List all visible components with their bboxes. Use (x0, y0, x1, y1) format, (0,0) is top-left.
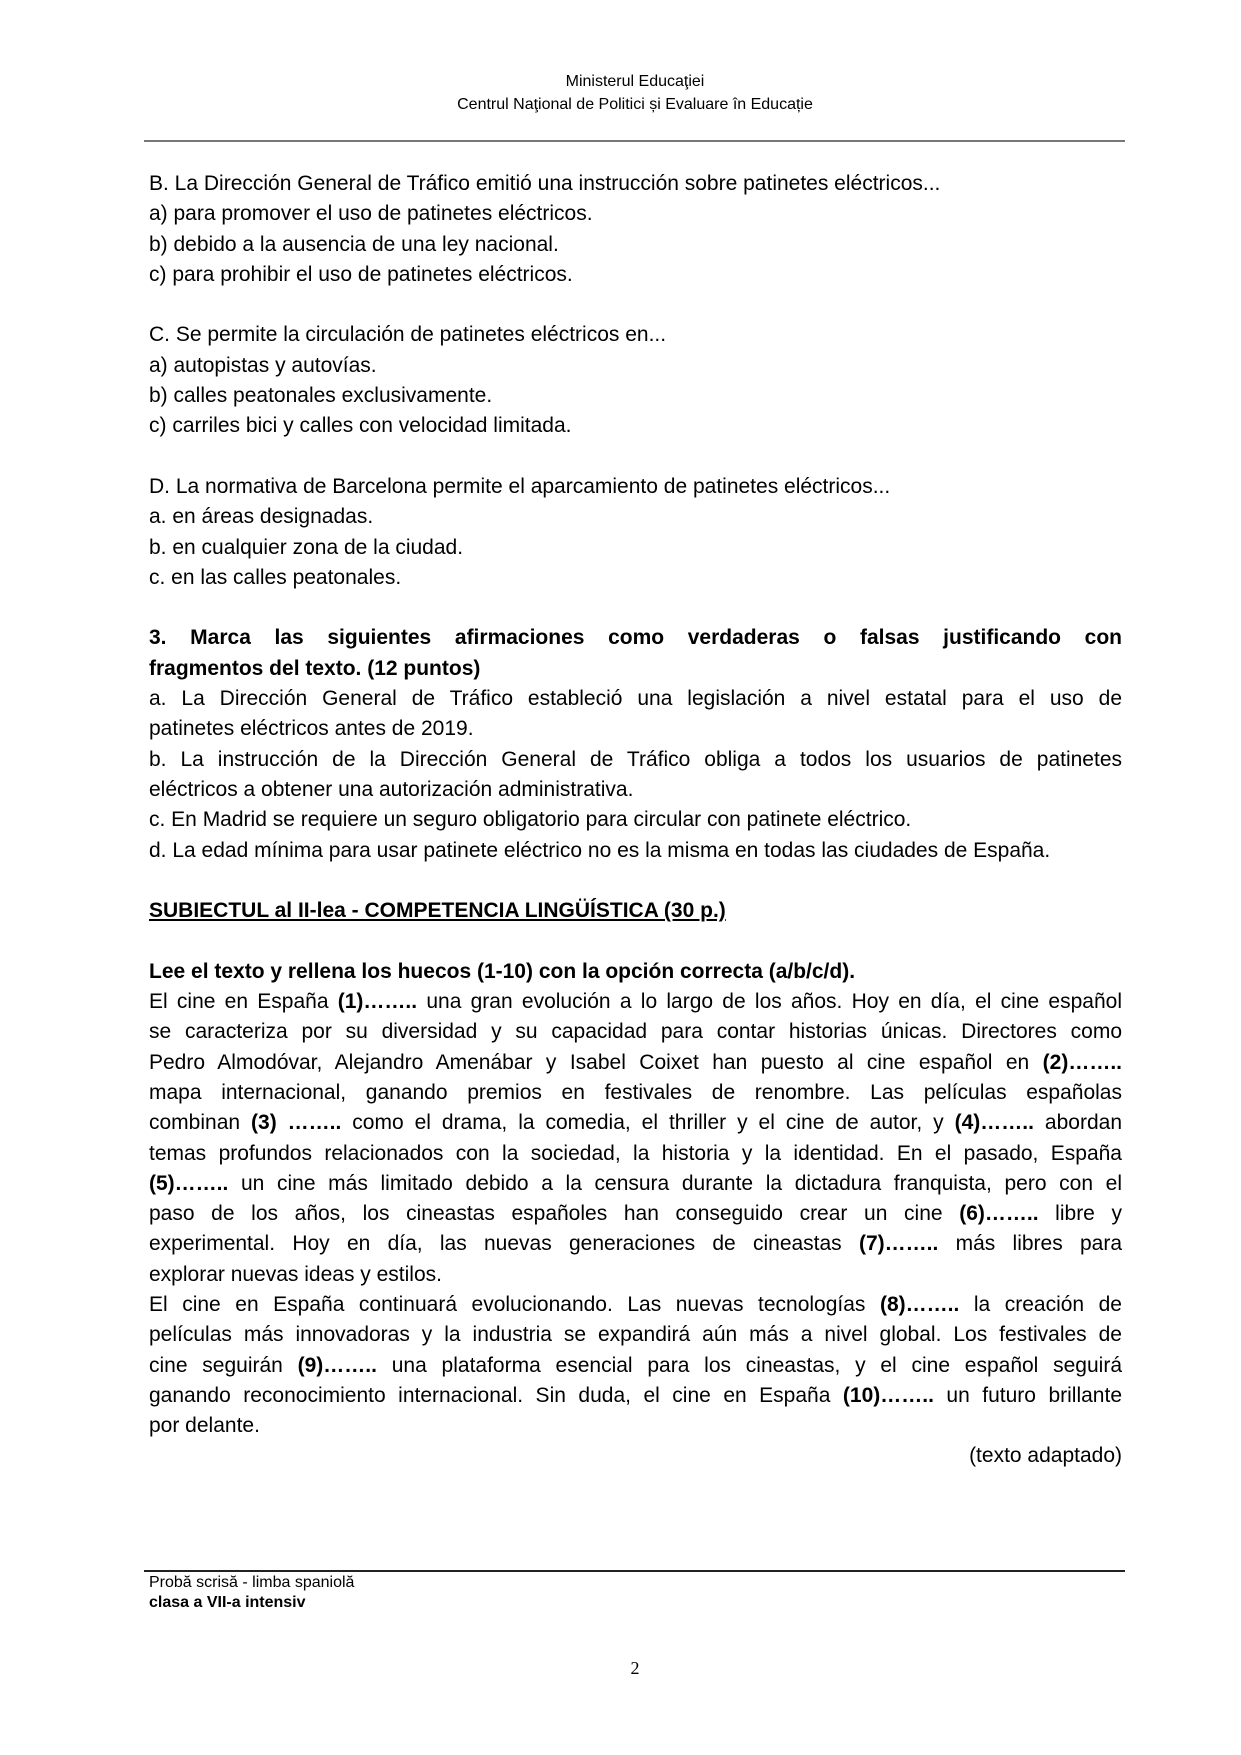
text-segment: a) autopistas y autovías. (149, 353, 377, 377)
footer-divider (144, 1570, 1125, 1572)
text-line (149, 1260, 1122, 1290)
page-number: 2 (630, 1658, 640, 1678)
text-line (149, 775, 1122, 805)
text-line (149, 654, 1122, 684)
text-line (149, 533, 1122, 563)
text-line (149, 199, 1122, 229)
text-segment: una gran evolución a lo largo de los años. Hoy en día, el cine español (417, 990, 1122, 1014)
text-segment: (texto adaptado) (969, 1444, 1122, 1468)
text-line (149, 351, 1122, 381)
text-line (149, 1078, 1122, 1108)
bold-text-segment: (4)…….. (954, 1111, 1034, 1135)
footer-exam-label: Probă scrisă - limba spaniolă (149, 1574, 355, 1591)
text-line (149, 1139, 1122, 1169)
text-line (149, 896, 1122, 926)
blank-line (149, 866, 1122, 896)
text-segment: mapa internacional, ganando premios en festivales de renombre. Las películas españolas (149, 1080, 1122, 1104)
bold-text-segment: (9)…….. (297, 1353, 377, 1377)
text-line (149, 1381, 1122, 1411)
text-segment: experimental. Hoy en día, las nuevas generaciones de cineastas (149, 1232, 859, 1256)
text-line (149, 957, 1122, 987)
document-body (149, 169, 1122, 1472)
text-line (149, 381, 1122, 411)
text-line (149, 714, 1122, 744)
text-segment: b) debido a la ausencia de una ley nacional. (149, 232, 559, 256)
text-line (149, 472, 1122, 502)
text-segment: ganando reconocimiento internacional. Sin duda, el cine en España (149, 1383, 843, 1407)
text-segment: b. en cualquier zona de la ciudad. (149, 535, 464, 559)
text-segment: c. En Madrid se requiere un seguro obligatorio para circular con patinete eléctrico. (149, 808, 912, 832)
text-line (149, 836, 1122, 866)
bold-text-segment: (7)…….. (858, 1232, 939, 1256)
text-line (149, 1017, 1122, 1047)
text-segment: combinan (149, 1111, 252, 1135)
text-segment: Pedro Almodóvar, Alejandro Amenábar y Isabel Coixet han puesto al cine español en (149, 1050, 1043, 1074)
text-line (149, 1108, 1122, 1138)
footer-class-label: clasa a VII-a intensiv (149, 1594, 306, 1611)
text-line (149, 563, 1122, 593)
text-line (149, 1048, 1122, 1078)
bold-text-segment: (2)…….. (1042, 1050, 1122, 1074)
text-line (149, 1320, 1122, 1350)
header-center: Centrul Naţional de Politici și Evaluare în Educație (457, 96, 813, 113)
text-segment: b) calles peatonales exclusivamente. (149, 384, 493, 408)
text-segment: D. La normativa de Barcelona permite el aparcamiento de patinetes eléctricos... (149, 474, 891, 498)
text-segment: abordan (1033, 1111, 1122, 1135)
text-segment: patinetes eléctricos antes de 2019. (149, 717, 474, 741)
text-line (149, 230, 1122, 260)
text-segment: explorar nuevas ideas y estilos. (149, 1262, 442, 1286)
text-line (149, 805, 1122, 835)
text-line (149, 987, 1122, 1017)
bold-text-segment: (3) …….. (251, 1111, 342, 1135)
text-segment: a. La Dirección General de Tráfico estableció una legislación a nivel estatal para el uso de (149, 687, 1122, 711)
text-line (149, 1229, 1122, 1259)
bold-text-segment: (10)…….. (842, 1383, 934, 1407)
text-segment: c) para prohibir el uso de patinetes eléctricos. (149, 262, 573, 286)
text-line (149, 1441, 1122, 1471)
bold-text-segment: (5)…….. (149, 1171, 229, 1195)
bold-text-segment: (6)…….. (959, 1202, 1039, 1226)
text-line (149, 1199, 1122, 1229)
text-segment: El cine en España (149, 990, 338, 1014)
text-segment: como el drama, la comedia, el thriller y el cine de autor, y (341, 1111, 955, 1135)
header-divider (144, 140, 1125, 142)
text-line (149, 1290, 1122, 1320)
bold-text-segment: (8)…….. (879, 1292, 960, 1316)
text-line (149, 745, 1122, 775)
text-segment: c) carriles bici y calles con velocidad limitada. (149, 414, 572, 438)
text-segment: películas más innovadoras y la industria se expandirá aún más a nivel global. Los festivales de (149, 1323, 1122, 1347)
text-segment: El cine en España continuará evolucionando. Las nuevas tecnologías (149, 1292, 880, 1316)
blank-line (149, 593, 1122, 623)
text-segment: se caracteriza por su diversidad y su capacidad para contar historias únicas. Directores como (149, 1020, 1122, 1044)
text-segment: d. La edad mínima para usar patinete eléctrico no es la misma en todas las ciudades de España. (149, 838, 1051, 862)
text-line (149, 684, 1122, 714)
text-line (149, 1411, 1122, 1441)
bold-text-segment: 3. Marca las siguientes afirmaciones como verdaderas o falsas justificando con (149, 626, 1122, 650)
text-segment: C. Se permite la circulación de patinetes eléctricos en... (149, 323, 667, 347)
blank-line (149, 290, 1122, 320)
text-segment: temas profundos relacionados con la sociedad, la historia y la identidad. En el pasado, España (149, 1141, 1122, 1165)
text-line (149, 260, 1122, 290)
text-segment: a. en áreas designadas. (149, 505, 374, 529)
text-segment: cine seguirán (149, 1353, 298, 1377)
header-ministry: Ministerul Educaţiei (565, 73, 705, 90)
text-segment: paso de los años, los cineastas españoles han conseguido crear un cine (149, 1202, 960, 1226)
text-segment: la creación de (959, 1292, 1122, 1316)
text-line (149, 623, 1122, 653)
bold-text-segment: SUBIECTUL al II-lea - COMPETENCIA LINGÜÍSTICA (30 p.) (149, 899, 726, 923)
bold-text-segment: (1)…….. (337, 990, 418, 1014)
text-line (149, 502, 1122, 532)
text-segment: por delante. (149, 1414, 260, 1438)
text-segment: más libres para (938, 1232, 1123, 1256)
blank-line (149, 442, 1122, 472)
text-line (149, 320, 1122, 350)
blank-line (149, 926, 1122, 956)
text-segment: B. La Dirección General de Tráfico emitió una instrucción sobre patinetes eléctricos... (149, 172, 941, 195)
text-segment: un futuro brillante (933, 1383, 1122, 1407)
text-segment: b. La instrucción de la Dirección General de Tráfico obliga a todos los usuarios de patinetes (149, 747, 1122, 771)
text-line (149, 169, 1122, 199)
text-segment: eléctricos a obtener una autorización administrativa. (149, 777, 634, 801)
text-segment: un cine más limitado debido a la censura durante la dictadura franquista, pero con el (228, 1171, 1122, 1195)
text-segment: una plataforma esencial para los cineastas, y el cine español seguirá (376, 1353, 1122, 1377)
bold-text-segment: Lee el texto y rellena los huecos (1-10) con la opción correcta (a/b/c/d). (149, 959, 856, 983)
bold-text-segment: fragmentos del texto. (12 puntos) (149, 656, 481, 680)
text-segment: c. en las calles peatonales. (149, 565, 402, 589)
text-segment: a) para promover el uso de patinetes eléctricos. (149, 202, 593, 226)
text-segment: libre y (1038, 1202, 1122, 1226)
text-line (149, 411, 1122, 441)
text-line (149, 1169, 1122, 1199)
text-line (149, 1351, 1122, 1381)
